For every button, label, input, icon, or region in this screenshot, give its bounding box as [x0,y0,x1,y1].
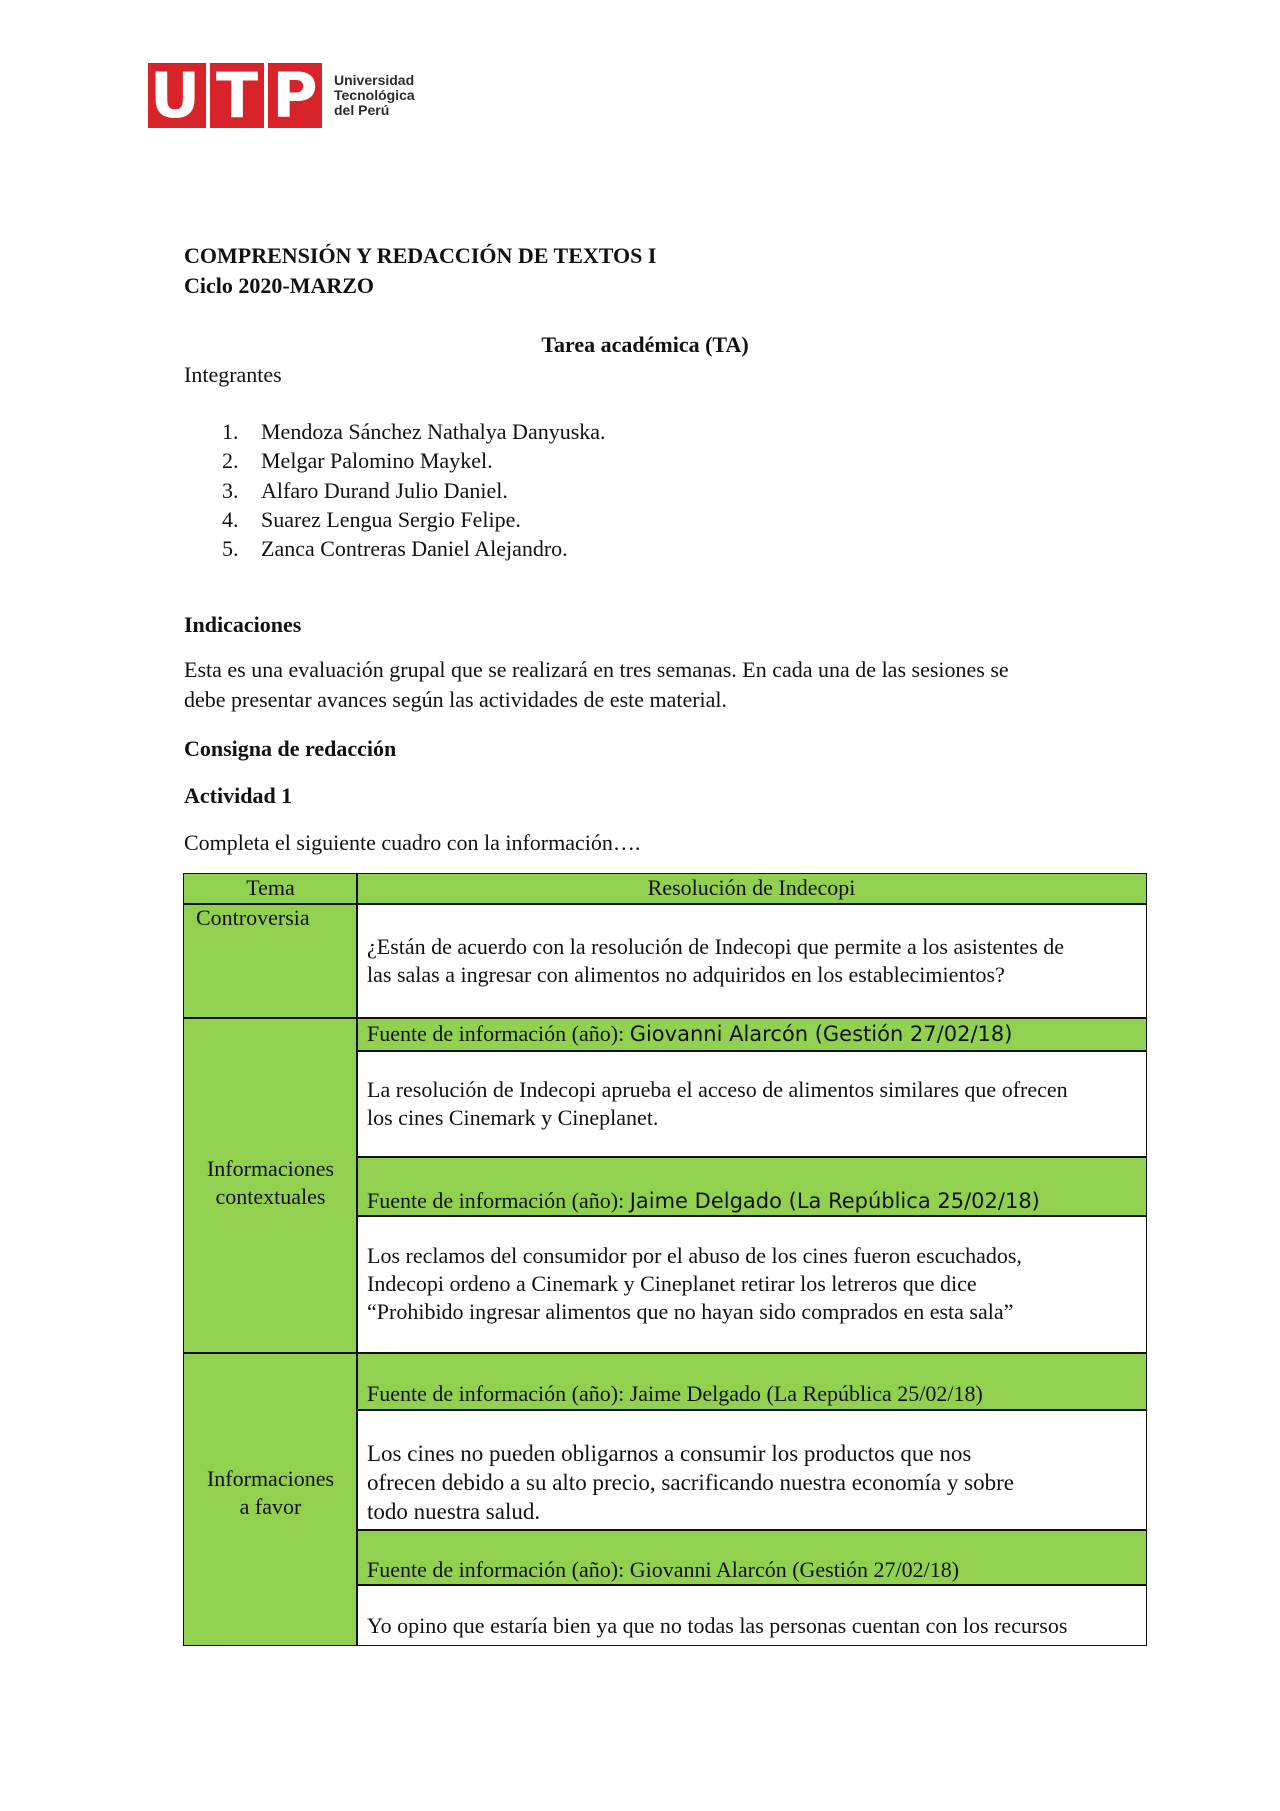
favor-text-2: Yo opino que estaría bien ya que no todas las personas cuentan con los recursos [367,1613,1068,1638]
header-resolucion: Resolución de Indecopi [647,875,856,900]
logo-letter-t: T [215,59,259,132]
consigna-heading: Consigna de redacción [184,736,397,761]
activity-instruction: Completa el siguiente cuadro con la información…. [184,830,641,855]
cycle-label: Ciclo 2020-MARZO [184,273,375,298]
logo-line-3: del Perú [334,102,390,118]
members-label: Integrantes [184,362,282,387]
header-tema: Tema [246,875,295,900]
utp-logo [148,59,415,132]
favor-text-1: Los cines no pueden obligarnos a consumir los productos que nos ofrecen debido a su alto precio, sacrificando nuestra economía y sobre todo nuestra salud. [367,1441,1014,1524]
context-text-1: La resolución de Indecopi aprueba el acceso de alimentos similares que ofrecen los cines Cinemark y Cineplanet. [367,1077,1068,1130]
controversy-text: ¿Están de acuerdo con la resolución de Indecopi que permite a los asistentes de las salas a ingresar con alimentos no adquiridos en los establecimientos? [367,934,1065,987]
context-label: Informaciones contextuales [206,1156,335,1209]
favor-source-2: Fuente de información (año): Giovanni Alarcón (Gestión 27/02/18) [367,1557,960,1582]
utp-logo-mark [148,59,322,132]
logo-line-2: Tecnológica [334,87,415,103]
table-left-column [184,904,357,1645]
activity-heading: Actividad 1 [184,783,293,808]
indications-heading: Indicaciones [184,612,302,637]
list-item: 5. Zanca Contreras Daniel Alejandro. [222,536,568,562]
context-text-2: Los reclamos del consumidor por el abuso de los cines fueron escuchados, Indecopi ordeno a Cinemark y Cineplanet retirar los letreros que dice “Prohibido ingresar alimentos que no hayan sido comprados en esta sala” [367,1243,1022,1324]
task-title-text: Tarea académica (TA) [541,332,749,357]
controversy-label: Controversia [196,905,310,930]
list-item: 4. Suarez Lengua Sergio Felipe. [222,506,521,532]
list-item: 2. Melgar Palomino Maykel. [222,448,493,474]
members-list [222,417,606,563]
information-table [183,873,1147,1646]
course-title: COMPRENSIÓN Y REDACCIÓN DE TEXTOS I [184,243,657,268]
logo-letter-p: P [272,59,318,132]
logo-wordmark [334,73,415,118]
task-title [0,330,1280,359]
list-item: 3. Alfaro Durand Julio Daniel. [222,477,508,503]
favor-label: Informaciones a favor [206,1466,335,1519]
context-source-2: Fuente de información (año): Jaime Delgado (La República 25/02/18) [367,1188,1040,1213]
indications-text: Esta es una evaluación grupal que se realizará en tres semanas. En cada una de las sesiones se debe presentar avances según las actividades de este material. [184,657,1009,712]
logo-line-1: Universidad [334,72,415,88]
logo-letter-u: U [149,59,201,132]
favor-source-1: Fuente de información (año): Jaime Delgado (La República 25/02/18) [367,1381,983,1406]
list-item: 1. Mendoza Sánchez Nathalya Danyuska. [222,419,606,444]
context-source-1: Fuente de información (año): Giovanni Alarcón (Gestión 27/02/18) [367,1021,1013,1046]
